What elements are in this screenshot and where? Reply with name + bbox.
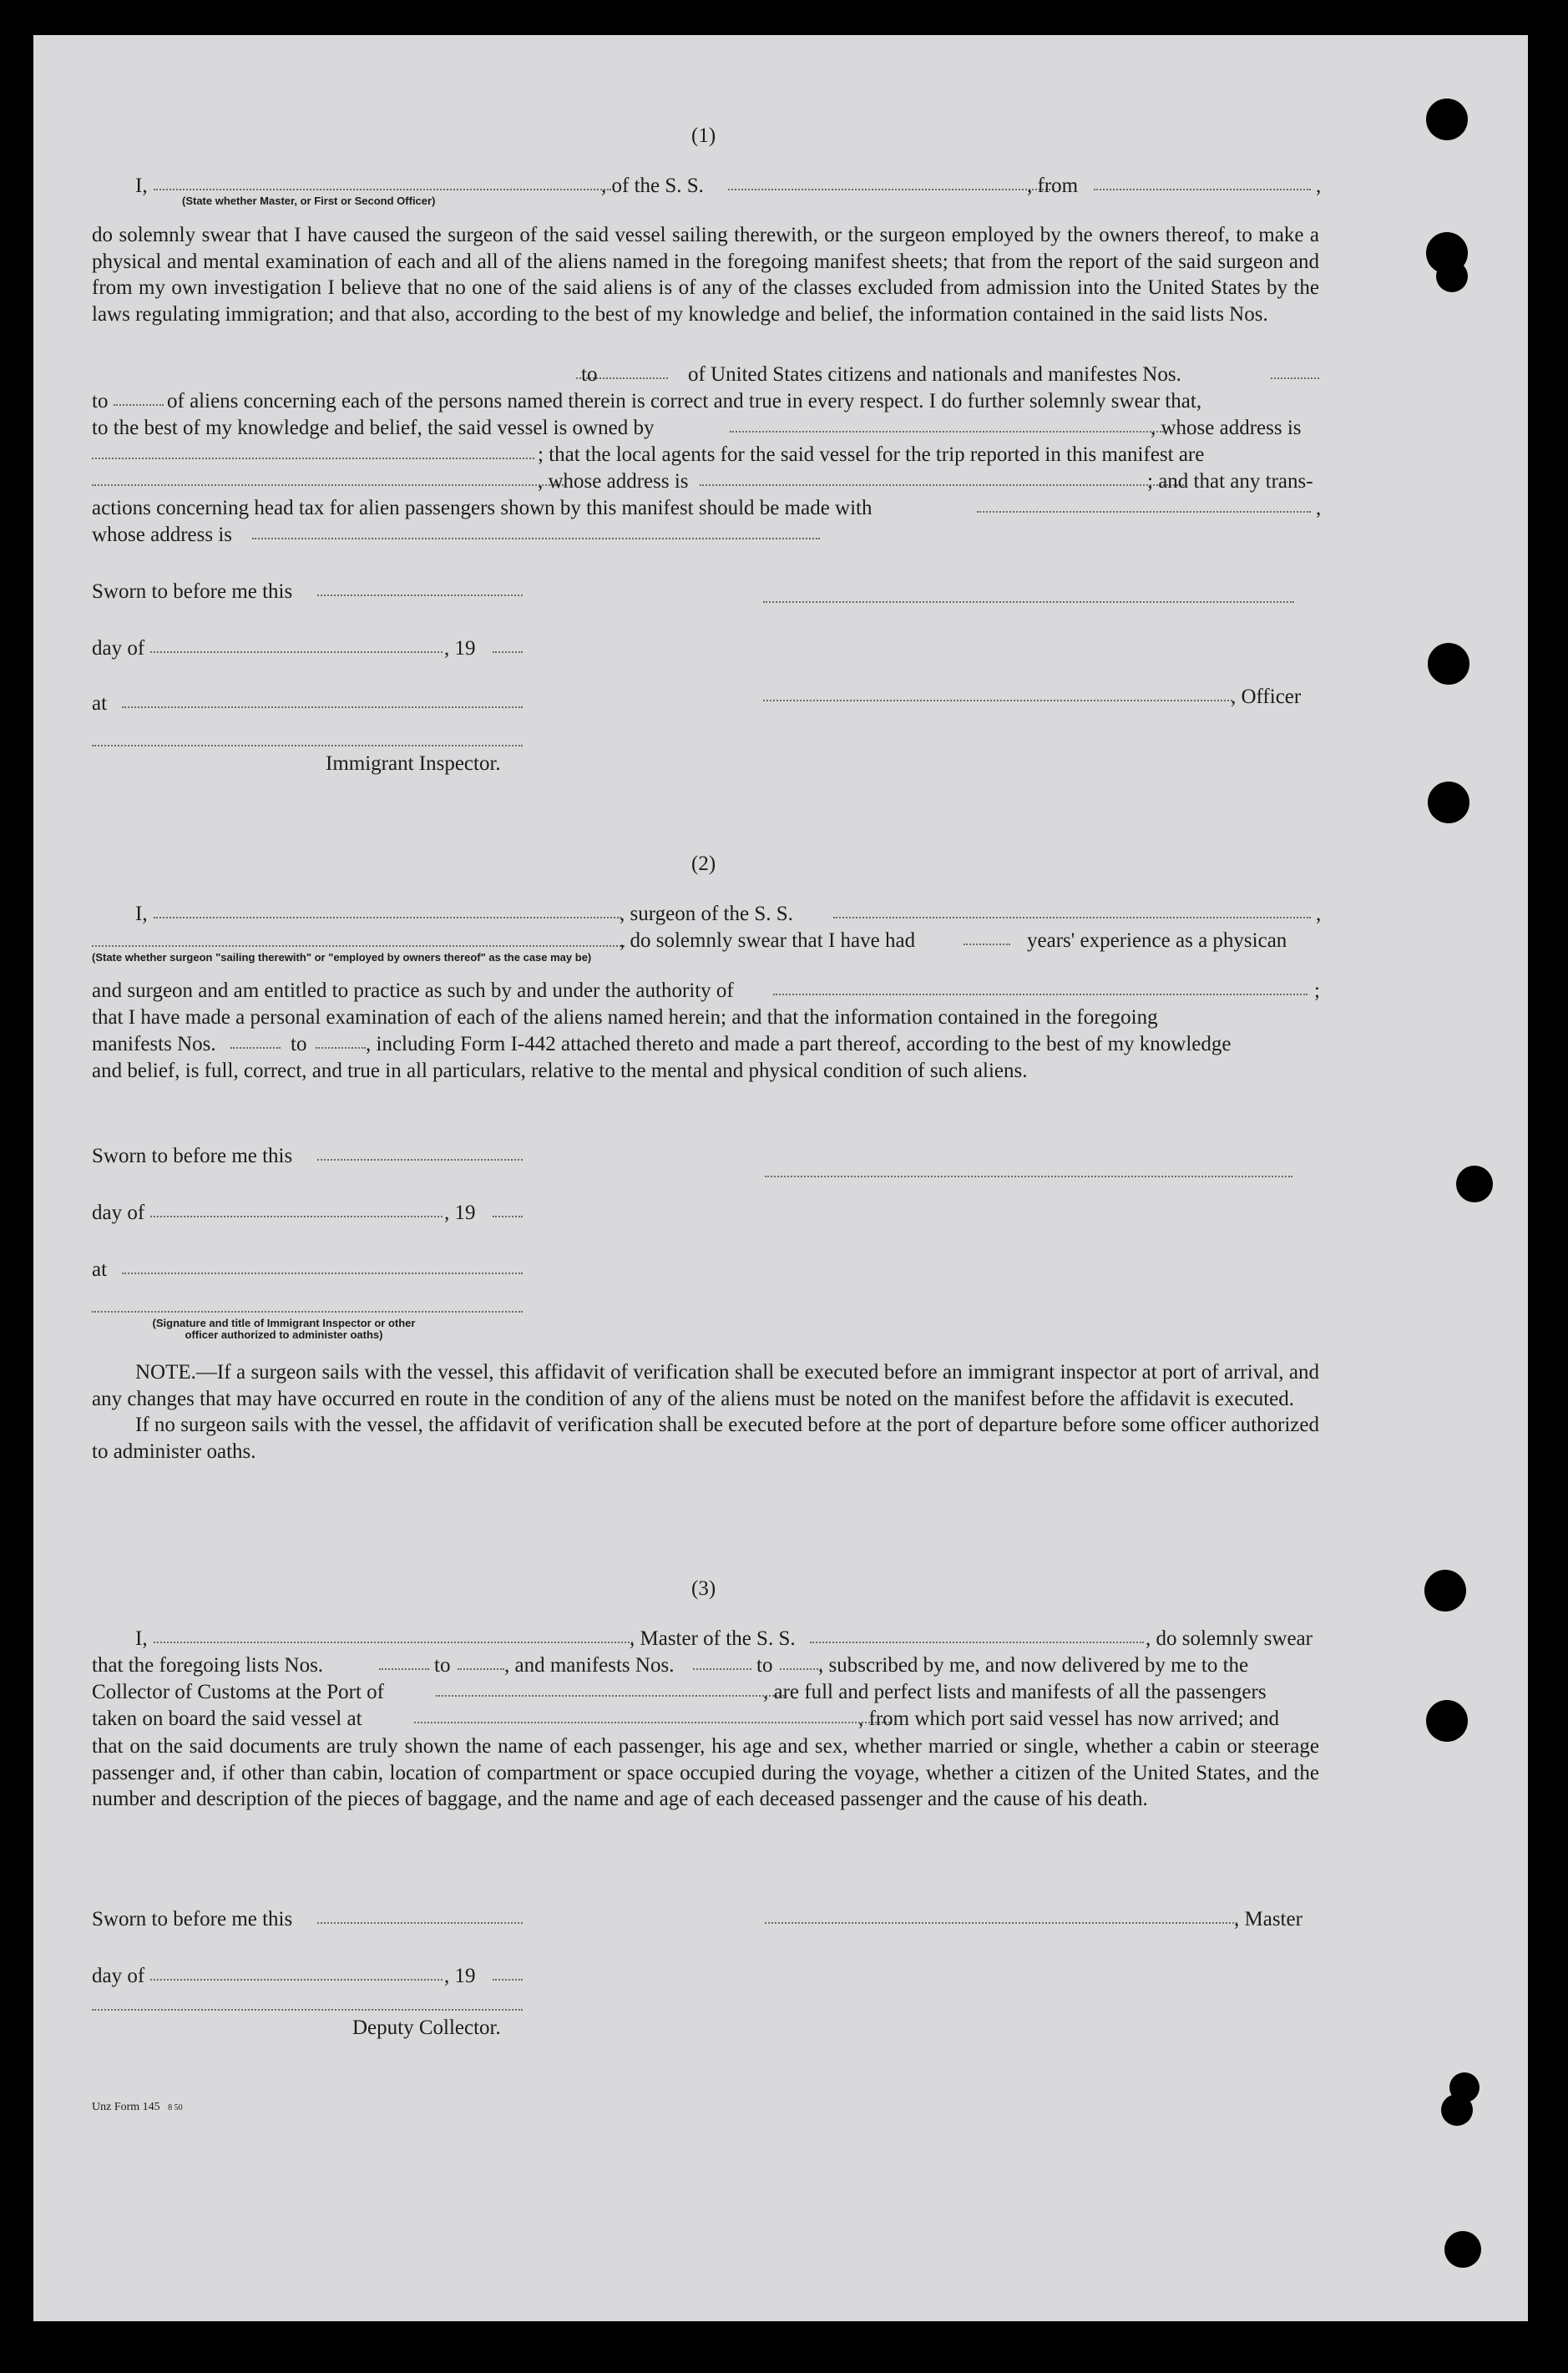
punch-hole — [1428, 782, 1469, 823]
any-transactions-label: ; and that any trans- — [1147, 470, 1313, 493]
punch-hole — [1428, 643, 1469, 685]
year-field[interactable] — [493, 1979, 523, 1981]
master-signature-field[interactable] — [765, 1922, 1237, 1924]
inspector-signature-field[interactable] — [92, 745, 523, 746]
vessel-name-field[interactable] — [810, 1642, 1144, 1643]
day-of-label: day of — [92, 1202, 145, 1224]
and-belief-label: and belief, is full, correct, and true in all particulars, relative to the mental and physical condition of such aliens. — [92, 1060, 1028, 1082]
deputy-collector-signature-field[interactable] — [92, 2009, 523, 2011]
foregoing-lists-label: that the foregoing lists Nos. — [92, 1654, 324, 1677]
surgeon-of-ss-label: , surgeon of the S. S. — [620, 903, 793, 925]
whose-address-label: , whose address is — [538, 470, 689, 493]
form-number — [92, 2101, 183, 2113]
to-label: to — [92, 390, 109, 412]
sworn-label: Sworn to before me this — [92, 1145, 293, 1167]
section-3-i: I, — [135, 1627, 148, 1650]
surgeon-signature-field[interactable] — [765, 1176, 1292, 1177]
surgeon-vessel-field[interactable] — [833, 917, 1311, 918]
are-full-label: , are full and perfect lists and manifests of all the passengers — [763, 1681, 1267, 1703]
manifests-from-field[interactable] — [693, 1668, 751, 1670]
embarkation-port-field[interactable] — [414, 1722, 890, 1723]
owner-name-field[interactable] — [730, 431, 1164, 433]
taken-on-board-label: taken on board the said vessel at — [92, 1708, 362, 1730]
at-place-field[interactable] — [122, 1273, 523, 1274]
officer-rank-caption: (State whether Master, or First or Second Officer) — [182, 195, 436, 207]
manifests-from-field[interactable] — [1271, 377, 1319, 379]
and-manifests-label: , and manifests Nos. — [504, 1654, 675, 1677]
manifests-to-field[interactable] — [114, 404, 164, 406]
do-solemnly-label: , do solemnly swear that I have had — [620, 929, 916, 952]
of-the-ss-label: , of the S. S. — [601, 175, 704, 197]
agents-address-field[interactable] — [700, 484, 1184, 486]
subscribed-label: , subscribed by me, and now delivered by me to the — [818, 1654, 1249, 1677]
authority-field[interactable] — [773, 994, 1308, 995]
punch-hole — [1441, 2094, 1473, 2126]
from-which-label: , from which port said vessel has now arrived; and — [858, 1708, 1280, 1730]
note-text — [92, 1359, 1319, 1465]
head-tax-address-field[interactable] — [252, 538, 820, 539]
sworn-day-field[interactable] — [317, 1922, 523, 1924]
punch-hole — [1424, 1570, 1466, 1612]
to-label: to — [434, 1654, 451, 1677]
immigrant-inspector-label: Immigrant Inspector. — [326, 752, 501, 775]
year-label: , 19 — [444, 1202, 476, 1224]
master-label: , Master — [1234, 1908, 1302, 1930]
us-citizens-label: of United States citizens and nationals and manifestes Nos. — [688, 363, 1181, 386]
entitled-label: and surgeon and am entitled to practice as such by and under the authority of — [92, 979, 734, 1002]
at-place-field[interactable] — [122, 706, 523, 708]
whose-address-label: whose address is — [92, 524, 233, 546]
section-2-i: I, — [135, 903, 148, 925]
year-field[interactable] — [493, 1216, 523, 1217]
local-agents-field[interactable] — [92, 484, 566, 486]
section-1-number: (1) — [691, 124, 716, 147]
punch-hole — [1426, 1700, 1468, 1742]
aliens-correct-label: of aliens concerning each of the persons named therein is correct and true in every respect. I do further solemnly swear that, — [167, 390, 1202, 412]
including-label: , including Form I-442 attached thereto and made a part thereof, according to the best of my knowledge — [366, 1033, 1232, 1055]
year-field[interactable] — [493, 651, 523, 653]
lists-from-field[interactable] — [379, 1668, 429, 1670]
master-of-ss-label: , Master of the S. S. — [630, 1627, 796, 1650]
note-paragraph-1: NOTE.—If a surgeon sails with the vessel, this affidavit of verification shall be executed before an immigrant inspector at port of arrival, and any changes that may have occurred en route in the condition of any of the aliens must be noted on the manifest before the affidavit is executed. — [92, 1361, 1319, 1410]
line-end-comma: , — [1316, 497, 1322, 519]
master-name-field[interactable] — [154, 1642, 633, 1643]
surgeon-status-field[interactable] — [92, 945, 625, 947]
day-of-label: day of — [92, 1965, 145, 1987]
vessel-name-field[interactable] — [728, 189, 1054, 190]
officer-label: , Officer — [1231, 686, 1302, 708]
officer-title-field[interactable] — [763, 700, 1232, 701]
us-lists-to-field[interactable] — [609, 377, 668, 379]
at-label: at — [92, 1258, 108, 1281]
form-date: 8 50 — [168, 2103, 183, 2112]
from-port-field[interactable] — [1094, 189, 1311, 190]
sworn-label: Sworn to before me this — [92, 580, 293, 603]
section-1-oath-text — [92, 222, 1319, 327]
month-field[interactable] — [150, 651, 443, 653]
month-field[interactable] — [150, 1216, 443, 1217]
owner-address-field[interactable] — [92, 458, 534, 459]
section-2-number: (2) — [691, 853, 716, 875]
semicolon: ; — [1314, 979, 1320, 1002]
punch-hole — [1456, 1166, 1493, 1202]
from-label: , from — [1027, 175, 1079, 197]
month-field[interactable] — [150, 1979, 443, 1981]
sworn-day-field[interactable] — [317, 595, 523, 596]
manifests-nos-label: manifests Nos. — [92, 1033, 216, 1055]
line-end-comma: , — [1316, 175, 1322, 197]
signature-caption — [117, 1318, 451, 1342]
collector-label: Collector of Customs at the Port of — [92, 1681, 384, 1703]
signature-caption-line-1: (Signature and title of Immigrant Inspector or other — [152, 1317, 416, 1329]
local-agents-label: ; that the local agents for the said vessel for the trip reported in this manifest are — [538, 443, 1205, 466]
documents-paragraph: that on the said documents are truly shown the name of each passenger, his age and sex, whether married or single, whether a cabin or steerage passenger and, if other than cabin, location of compartment or space occupied during the voyage, whether a citizen of the United States, and the number and description of the pieces of baggage, and the name and age of each deceased passenger and the cause of his death. — [92, 1735, 1319, 1810]
manifests-to-field[interactable] — [316, 1047, 366, 1049]
oath-paragraph: do solemnly swear that I have caused the surgeon of the said vessel sailing therewith, or the surgeon employed by the owners thereof, to make a physical and mental examination of each and all of the aliens named in the foregoing manifest sheets; that from the report of the said surgeon and from my own investigation I believe that no one of the said aliens is of any of the classes excluded from admission into the United States by the laws regulating immigration; and that also, according to the best of my knowledge and belief, the information contained in the said lists Nos. — [92, 224, 1319, 326]
inspector-signature-field[interactable] — [92, 1311, 523, 1313]
deputy-collector-label: Deputy Collector. — [352, 2016, 501, 2039]
to-label: to — [581, 363, 598, 386]
head-tax-label: actions concerning head tax for alien passengers shown by this manifest should be made with — [92, 497, 873, 519]
note-paragraph-2: If no surgeon sails with the vessel, the affidavit of verification shall be executed before at the port of departure before some officer authorized to administer oaths. — [92, 1414, 1319, 1463]
form-number-label: Unz Form 145 — [92, 2101, 160, 2113]
at-label: at — [92, 692, 108, 715]
line-end-comma: , — [1316, 903, 1322, 925]
years-experience-label: years' experience as a physican — [1027, 929, 1287, 952]
master-name-field[interactable] — [154, 189, 611, 190]
lists-to-field[interactable] — [458, 1668, 504, 1670]
officer-signature-field[interactable] — [763, 601, 1294, 603]
manifests-from-field[interactable] — [230, 1047, 281, 1049]
surgeon-name-field[interactable] — [154, 917, 621, 918]
section-3-text — [92, 1733, 1319, 1813]
year-label: , 19 — [444, 1965, 476, 1987]
signature-caption-line-2: officer authorized to administer oaths) — [185, 1328, 383, 1342]
surgeon-status-caption: (State whether surgeon "sailing therewith" or "employed by owners thereof" as the case may be) — [92, 951, 592, 964]
port-field[interactable] — [436, 1695, 787, 1697]
manifests-to-field[interactable] — [780, 1668, 822, 1670]
do-solemnly-label: , do solemnly swear — [1146, 1627, 1313, 1650]
head-tax-party-field[interactable] — [977, 511, 1311, 513]
personal-exam-label: that I have made a personal examination of each of the aliens named herein; and that the information contained in the foregoing — [92, 1006, 1158, 1029]
to-label: to — [291, 1033, 307, 1055]
year-label: , 19 — [444, 637, 476, 660]
section-3-number: (3) — [691, 1577, 716, 1600]
section-1-i: I, — [135, 175, 148, 197]
day-of-label: day of — [92, 637, 145, 660]
sworn-day-field[interactable] — [317, 1159, 523, 1161]
punch-hole — [1444, 2231, 1481, 2268]
owned-by-label: to the best of my knowledge and belief, the said vessel is owned by — [92, 417, 655, 439]
years-field[interactable] — [964, 944, 1010, 945]
punch-hole — [1436, 261, 1468, 292]
punch-hole — [1426, 99, 1468, 140]
to-label: to — [756, 1654, 773, 1677]
whose-address-label: , whose address is — [1151, 417, 1302, 439]
sworn-label: Sworn to before me this — [92, 1908, 293, 1930]
form-page — [33, 35, 1528, 2321]
